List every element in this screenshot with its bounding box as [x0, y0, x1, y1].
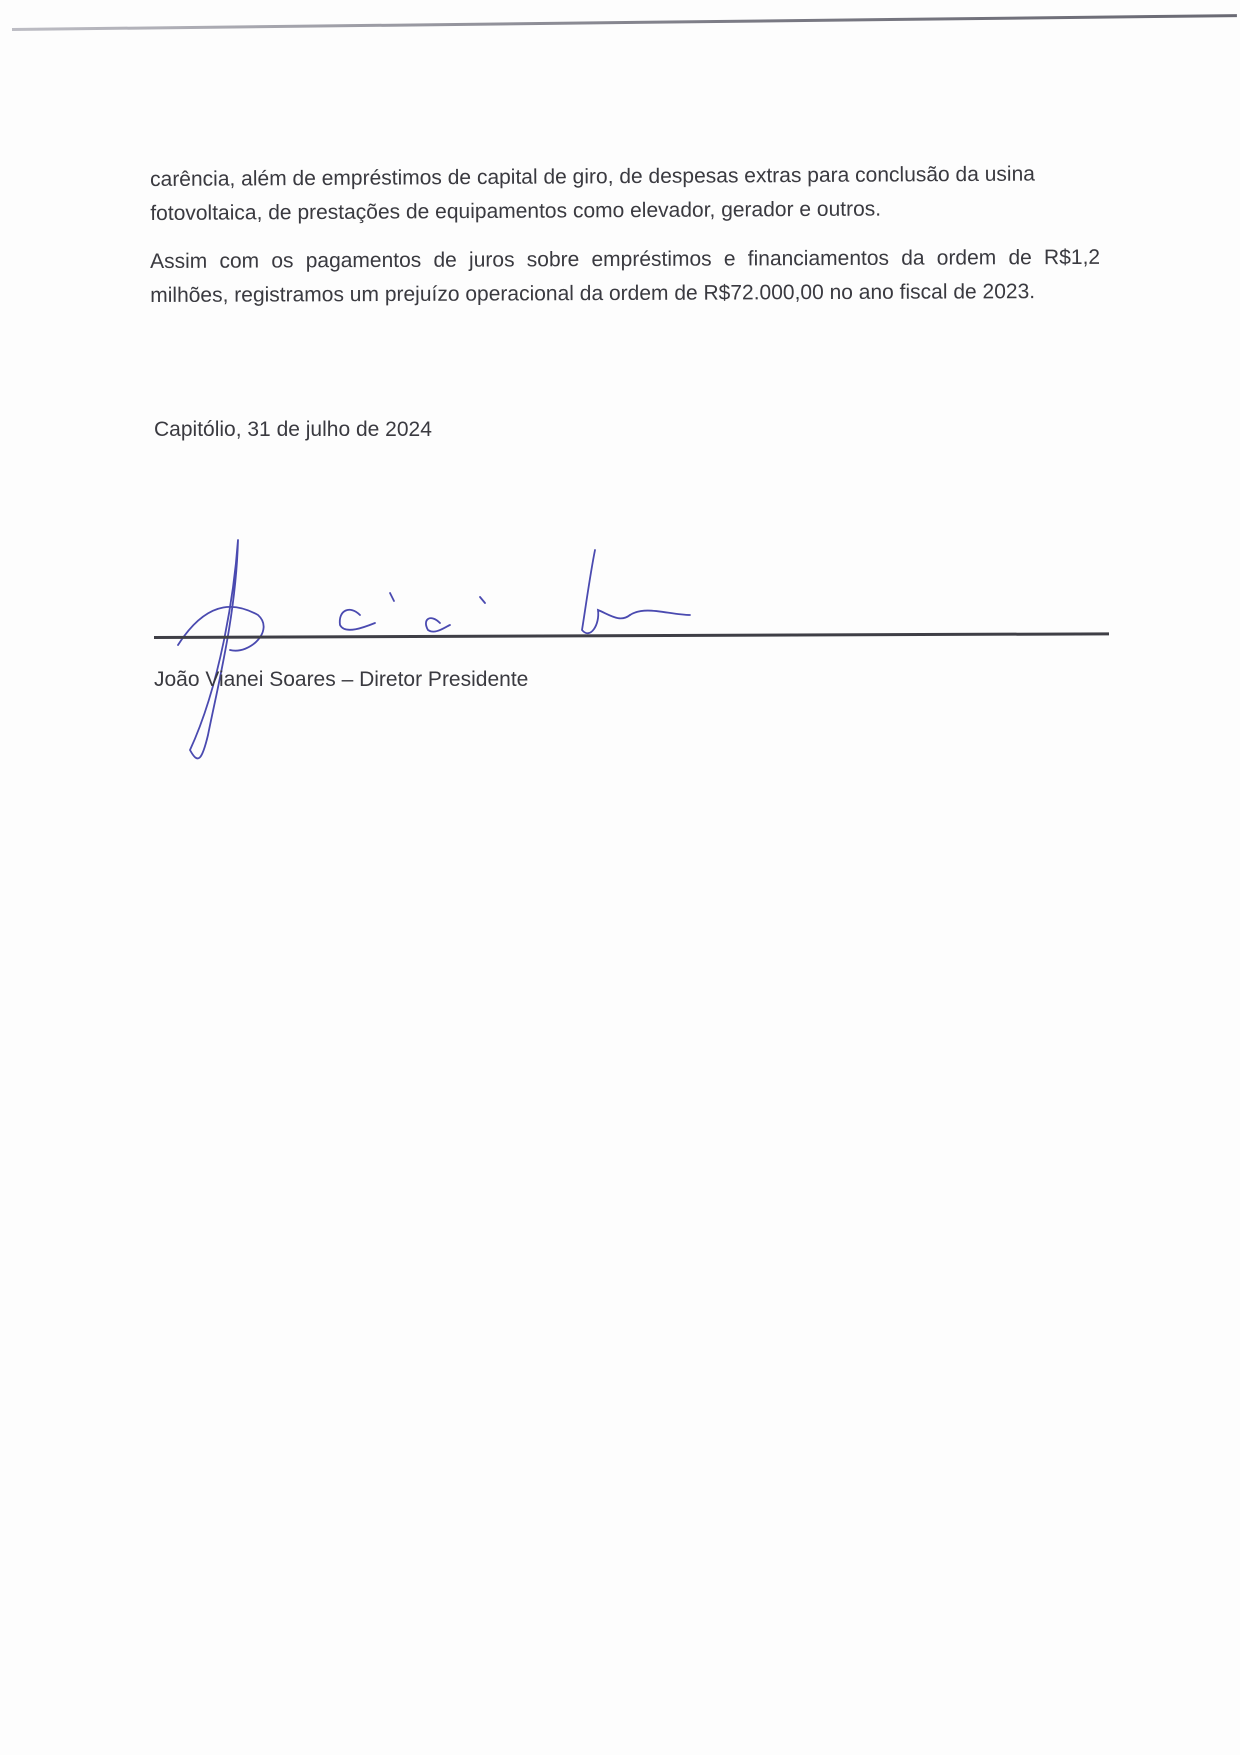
place-date: Capitólio, 31 de julho de 2024	[154, 418, 432, 441]
paragraph-1: carência, além de empréstimos de capital de giro, de despesas extras para conclusão da usina fotovoltaica, de prestações de equipamentos como elevador, gerador e outros.	[150, 162, 1035, 225]
signatory-name: João Vianei Soares – Diretor Presidente	[154, 668, 529, 691]
handwritten-signature	[150, 535, 710, 775]
scan-edge-line	[12, 14, 1237, 31]
paragraph-2: Assim com os pagamentos de juros sobre empréstimos e financiamentos da ordem de R$1,2 milhões, registramos um prejuízo operacional da ordem de R$72.000,00 no ano fiscal de 2023.	[150, 245, 1101, 307]
